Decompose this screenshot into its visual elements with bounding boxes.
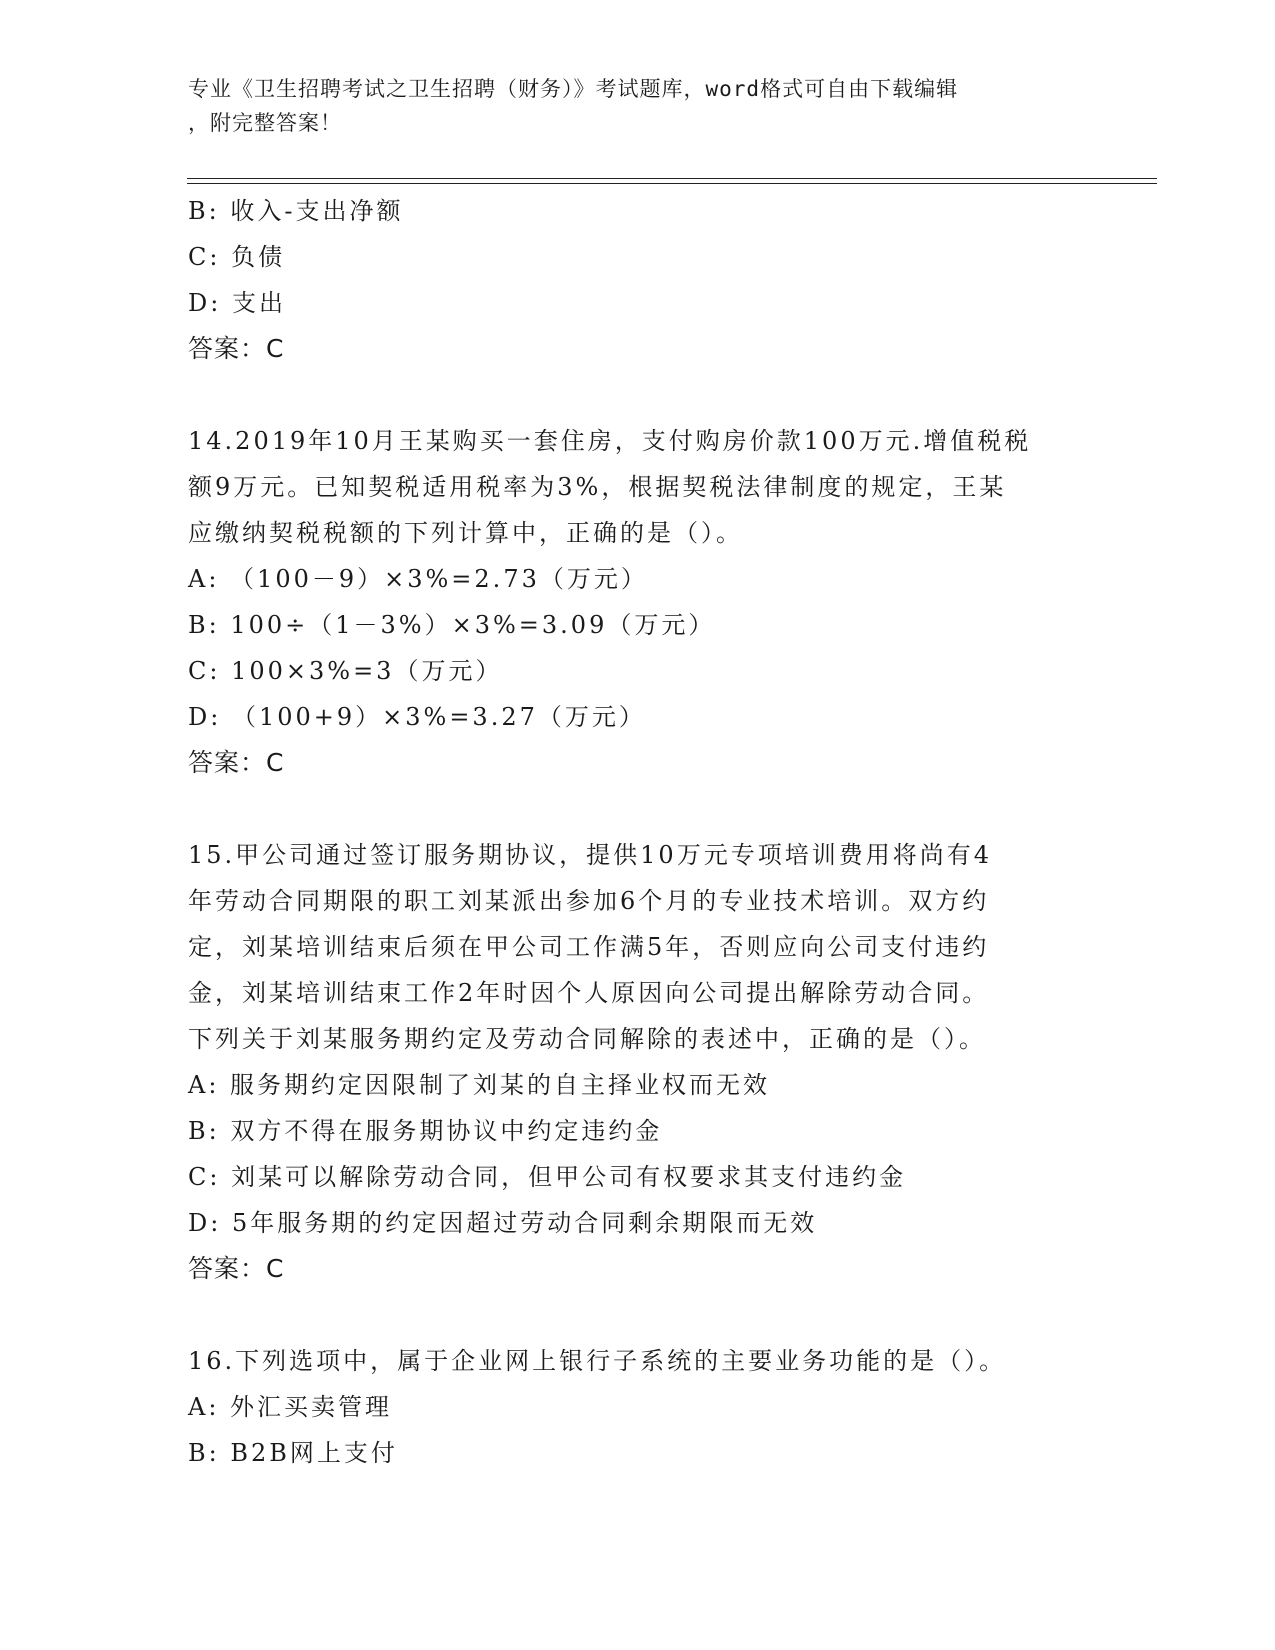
option-b: B: 收入-支出净额: [188, 197, 404, 225]
option-d: D: （100+9）×3%=3.27（万元）: [188, 703, 646, 731]
question-stem-line: 15.甲公司通过签订服务期协议，提供10万元专项培训费用将尚有4: [188, 841, 992, 869]
question-stem-line: 16.下列选项中，属于企业网上银行子系统的主要业务功能的是（）。: [188, 1347, 1007, 1375]
header-line-1: 专业《卫生招聘考试之卫生招聘（财务）》考试题库，word格式可自由下载编辑: [188, 77, 959, 101]
option-c: C: 负债: [188, 243, 286, 271]
answer-line: 答案：C: [188, 748, 285, 777]
question-15: [188, 832, 1088, 1292]
option-d: D: 5年服务期的约定因超过劳动合同剩余期限而无效: [188, 1209, 818, 1237]
option-b: B: B2B网上支付: [188, 1439, 398, 1467]
option-a: A: 外汇买卖管理: [188, 1393, 393, 1421]
question-stem-line: 下列关于刘某服务期约定及劳动合同解除的表述中，正确的是（）。: [188, 1025, 986, 1053]
option-c: C: 100×3%=3（万元）: [188, 657, 503, 685]
question-14: [188, 418, 1088, 786]
question-stem-line: 定，刘某培训结束后须在甲公司工作满5年，否则应向公司支付违约: [188, 933, 990, 961]
option-d: D: 支出: [188, 289, 286, 317]
question-stem-line: 额9万元。已知契税适用税率为3%，根据契税法律制度的规定，王某: [188, 473, 1007, 501]
question-stem-line: 金，刘某培训结束工作2年时因个人原因向公司提出解除劳动合同。: [188, 979, 990, 1007]
question-stem-line: 年劳动合同期限的职工刘某派出参加6个月的专业技术培训。双方约: [188, 887, 990, 915]
answer-line: 答案：C: [188, 334, 285, 363]
question-stem-line: 14.2019年10月王某购买一套住房，支付购房价款100万元.增值税税: [188, 427, 1032, 455]
option-c: C: 刘某可以解除劳动合同，但甲公司有权要求其支付违约金: [188, 1163, 907, 1191]
option-a: A: 服务期约定因限制了刘某的自主择业权而无效: [188, 1071, 771, 1099]
spacer: [188, 1292, 1088, 1338]
question-stem-line: 应缴纳契税税额的下列计算中，正确的是（）。: [188, 519, 743, 547]
document-body: [188, 188, 1088, 1476]
document-header: [188, 72, 1088, 140]
option-a: A: （100－9）×3%=2.73（万元）: [188, 565, 648, 593]
spacer: [188, 372, 1088, 418]
answer-line: 答案：C: [188, 1254, 285, 1283]
header-line-2: ，附完整答案！: [188, 111, 342, 135]
option-b: B: 100÷（1－3%）×3%=3.09（万元）: [188, 611, 716, 639]
option-b: B: 双方不得在服务期协议中约定违约金: [188, 1117, 663, 1145]
header-divider-bottom: [187, 183, 1157, 184]
spacer: [188, 786, 1088, 832]
header-divider-top: [187, 178, 1157, 179]
question-13: [188, 188, 1088, 372]
question-16: [188, 1338, 1088, 1476]
